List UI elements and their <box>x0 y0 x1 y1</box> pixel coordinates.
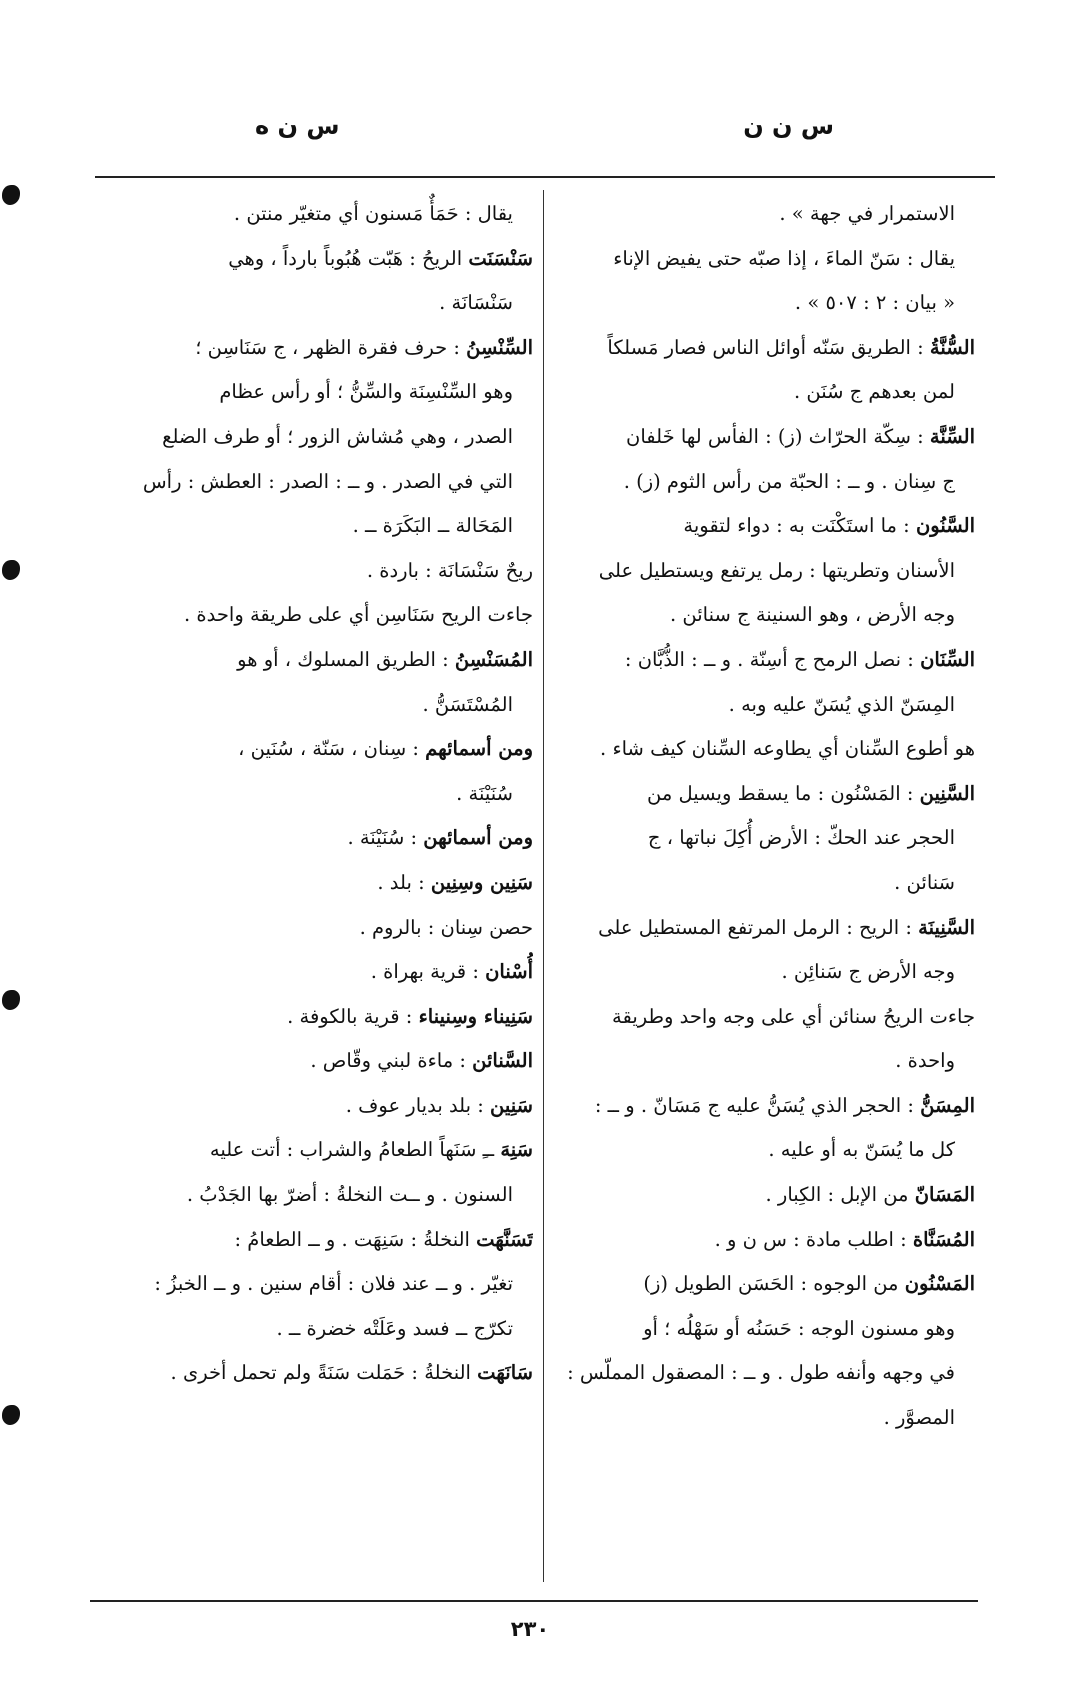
dictionary-line <box>555 638 975 683</box>
definition-text: هو أطوع السِّنان أي يطاوعه السِّنان كيف شاء . <box>600 737 975 761</box>
definition-text: كل ما يُسَنّ به أو عليه . <box>768 1138 955 1162</box>
definition-text: النخلةُ : حَمَلت سَنَةً ولم تحمل أخرى . <box>170 1361 471 1385</box>
definition-text: وهو السِّنْسِنَة والسِّنُّ ؛ أو رأس عظام <box>219 380 513 404</box>
definition-text: وجه الأرض ج سَنائِن . <box>781 960 955 984</box>
definition-text: لمن بعدهم ج سُنَن . <box>793 380 955 404</box>
dictionary-line <box>85 370 533 415</box>
definition-text: يقال : حَمَأٌ مَسنون أي متغيّر منتن . <box>233 202 513 225</box>
scan-mark <box>2 185 20 205</box>
dictionary-line <box>555 1128 975 1173</box>
headword: المَسَانّ <box>914 1183 975 1207</box>
dictionary-line <box>555 237 975 282</box>
definition-text: المُسْتَسَنُّ . <box>422 692 513 716</box>
dictionary-line <box>85 326 533 371</box>
definition-text: سُنَيْنَة . <box>456 781 513 805</box>
headword: المُسَنَّاة <box>912 1227 975 1251</box>
definition-text: من الإبل : الكِبار . <box>765 1183 909 1207</box>
page-number: ٢٣٠ <box>510 1617 550 1641</box>
definition-text: : ما استَكْنَت به : دواء لتقوية <box>683 514 910 538</box>
headword: ومن أسمائهن <box>423 826 533 850</box>
dictionary-line <box>555 504 975 549</box>
headword: السِّنَّة <box>929 424 975 448</box>
dictionary-line <box>555 281 975 326</box>
definition-text: : بلد بديار عوف . <box>345 1093 484 1117</box>
definition-text: سَنائن . <box>894 870 955 894</box>
definition-text: وهو مسنون الوجه : حَسَنُه أو سَهْلُه ؛ أو <box>643 1316 955 1340</box>
definition-text: : الحجر الذي يُسَنُّ عليه ج مَسَانّ . و ــ : <box>594 1093 914 1117</box>
definition-text: جاءت الريحُ سنائن أي على وجه واحد وطريقة <box>612 1004 975 1028</box>
dictionary-line <box>555 593 975 638</box>
dictionary-line <box>85 1218 533 1263</box>
footer-rule <box>90 1600 978 1602</box>
definition-text: من الوجوه : الحَسَن الطويل (ز) <box>643 1272 899 1296</box>
dictionary-line <box>555 415 975 460</box>
right-column <box>555 192 975 1441</box>
definition-text: : قرية بهراة . <box>370 960 479 984</box>
definition-text: الاستمرار في جهة » . <box>779 202 955 225</box>
headword: السِّنْسِنُ <box>466 335 533 359</box>
definition-text: : حرف فقرة الظهر ، ج سَنَاسِن ؛ <box>195 335 460 359</box>
dictionary-line <box>85 1351 533 1396</box>
definition-text: يقال : سَنّ الماءَ ، إذا صبّه حتى يفيض الإناء <box>613 246 955 270</box>
definition-text: : المَسْنُون : ما يسقط ويسيل من <box>647 781 914 805</box>
definition-text: ج سِنان . و ــ : الحبّة من رأس الثوم (ز) . <box>623 469 955 493</box>
dictionary-line <box>85 460 533 505</box>
dictionary-line <box>555 906 975 951</box>
definition-text: وجه الأرض ، وهو السنينة ج سنائن . <box>670 603 955 627</box>
definition-text: « بيان : ٢ : ٥٠٧ » . <box>794 291 955 315</box>
dictionary-line <box>85 415 533 460</box>
headword: سَنِهَ <box>500 1138 533 1162</box>
definition-text: حصن سِنان : بالروم . <box>359 915 533 939</box>
dictionary-line <box>555 1039 975 1084</box>
dictionary-line <box>85 638 533 683</box>
definition-text: جاءت الريح سَنَاسِن أي على طريقة واحدة . <box>184 603 533 627</box>
dictionary-line <box>85 950 533 995</box>
definition-text: : الطريق المسلوك ، أو هو <box>237 647 449 671</box>
headword: ومن أسمائهم <box>425 737 533 761</box>
definition-text: المصوَّر . <box>883 1406 955 1430</box>
scan-mark <box>2 990 20 1010</box>
definition-text: التي في الصدر . و ــ : الصدر : العطش : رأس <box>142 469 513 493</box>
dictionary-line <box>555 950 975 995</box>
definition-text: الحجر عند الحكّ : الأرض أُكِلَ نباتها ، ج <box>647 826 955 850</box>
running-header-right: س ن ن <box>743 112 834 140</box>
dictionary-line <box>85 504 533 549</box>
definition-text: الريحُ : هَبّت هُبُوباً بارداً ، وهي <box>228 246 463 270</box>
dictionary-line <box>85 1128 533 1173</box>
definition-text: : الطريق سَنّه أوائل الناس فصار مَسلكاً <box>607 335 924 359</box>
definition-text: ــِ سَنَهاً الطعامُ والشراب : أتت عليه <box>209 1138 495 1162</box>
dictionary-line <box>555 727 975 772</box>
definition-text: تكرّج ــ فسد وعَلَتْه خضرة ــ . <box>276 1316 513 1340</box>
dictionary-line <box>85 1173 533 1218</box>
dictionary-line <box>555 1218 975 1263</box>
dictionary-line <box>85 995 533 1040</box>
headword: السَّنِين <box>919 781 975 805</box>
dictionary-line <box>555 192 975 237</box>
headword: سَنْسَنَت <box>468 246 533 270</box>
dictionary-line <box>85 1039 533 1084</box>
headword: سَنِين وسِنِين <box>430 870 533 894</box>
dictionary-line <box>85 281 533 326</box>
dictionary-line <box>555 460 975 505</box>
scan-mark <box>2 560 20 580</box>
definition-text: : اطلب مادة : س ن و . <box>714 1227 907 1251</box>
definition-text: السنون . و ــت النخلةُ : أضرّ بها الجَدْبُ . <box>186 1183 513 1207</box>
left-column <box>85 192 533 1396</box>
dictionary-line <box>85 549 533 594</box>
dictionary-line <box>85 683 533 728</box>
dictionary-line <box>555 861 975 906</box>
dictionary-line <box>85 1307 533 1352</box>
dictionary-line <box>555 1084 975 1129</box>
dictionary-line <box>85 237 533 282</box>
headword: سَنِين <box>490 1093 533 1117</box>
definition-text: : بلد . <box>377 870 425 894</box>
dictionary-line <box>555 816 975 861</box>
dictionary-line <box>85 772 533 817</box>
scan-mark <box>2 1405 20 1425</box>
dictionary-line <box>555 1173 975 1218</box>
definition-text: : سِكّة الحرّاث (ز) : الفأس لها خَلفان <box>626 424 924 448</box>
dictionary-line <box>555 995 975 1040</box>
dictionary-line <box>555 772 975 817</box>
dictionary-line <box>85 1084 533 1129</box>
running-header-left: س ن ه <box>255 112 340 140</box>
definition-text: : الريح : الرمل المرتفع المستطيل على <box>598 915 912 939</box>
dictionary-line <box>555 326 975 371</box>
dictionary-line <box>85 727 533 772</box>
definition-text: النخلةُ : سَنِهَت . و ــ الطعامُ : <box>234 1227 470 1251</box>
dictionary-line <box>85 816 533 861</box>
headword: المُسَنْسِنُ <box>454 647 533 671</box>
definition-text: : ماءة لبني وقّاص . <box>310 1049 466 1073</box>
definition-text: : سُنَيْنَة . <box>347 826 418 850</box>
dictionary-line <box>555 1351 975 1396</box>
header-rule <box>95 176 995 178</box>
dictionary-line <box>85 1262 533 1307</box>
headword: سَانَهَت <box>477 1361 533 1385</box>
definition-text: الأسنان وتطريتها : رمل يرتفع ويستطيل على <box>598 558 955 582</box>
headword: السَّنُون <box>915 514 975 538</box>
dictionary-line <box>555 683 975 728</box>
definition-text: في وجهه وأنفه طول . و ــ : المصقول المملّس : <box>567 1361 955 1385</box>
definition-text: الصدر ، وهي مُشاش الزور ؛ أو طرف الضلع <box>162 424 513 448</box>
headword: السَّنِينَة <box>918 915 975 939</box>
headword: المِسَنُّ <box>920 1093 975 1117</box>
column-divider <box>543 190 544 1582</box>
headword: المَسْنُون <box>904 1272 975 1296</box>
headword: السِّنَان <box>920 647 975 671</box>
dictionary-line <box>555 1307 975 1352</box>
definition-text: تغيّر . و ــ عند فلان : أقام سنين . و ــ الخبزُ : <box>154 1272 513 1296</box>
definition-text: المِسَنّ الذي يُسَنّ عليه وبه . <box>728 692 955 716</box>
definition-text: : سِنان ، سَنّة ، سُنَين ، <box>238 737 419 761</box>
definition-text: سَنْسَانَة . <box>439 291 513 315</box>
definition-text: ريحٌ سَنْسَانَة : باردة . <box>366 558 533 582</box>
dictionary-line <box>555 549 975 594</box>
dictionary-line <box>555 1396 975 1441</box>
definition-text: المَحَالة ــ البَكَرَة ــ . <box>352 514 513 538</box>
headword: السَّنائن <box>472 1049 533 1073</box>
dictionary-line <box>85 593 533 638</box>
dictionary-line <box>85 861 533 906</box>
headword: السُّنَّةُ <box>929 335 975 359</box>
dictionary-line <box>555 1262 975 1307</box>
dictionary-line <box>85 906 533 951</box>
dictionary-line <box>555 370 975 415</box>
definition-text: واحدة . <box>895 1049 955 1073</box>
dictionary-line <box>85 192 533 237</box>
definition-text: : نصل الرمح ج أسِنّة . و ــ : الذُّبَّان : <box>624 647 914 671</box>
headword: تَسَنَّهَت <box>476 1227 533 1251</box>
headword: سَنِيناء وسِنيناء <box>418 1004 533 1028</box>
definition-text: : قرية بالكوفة . <box>287 1004 413 1028</box>
headword: أُسْنان <box>485 960 533 984</box>
